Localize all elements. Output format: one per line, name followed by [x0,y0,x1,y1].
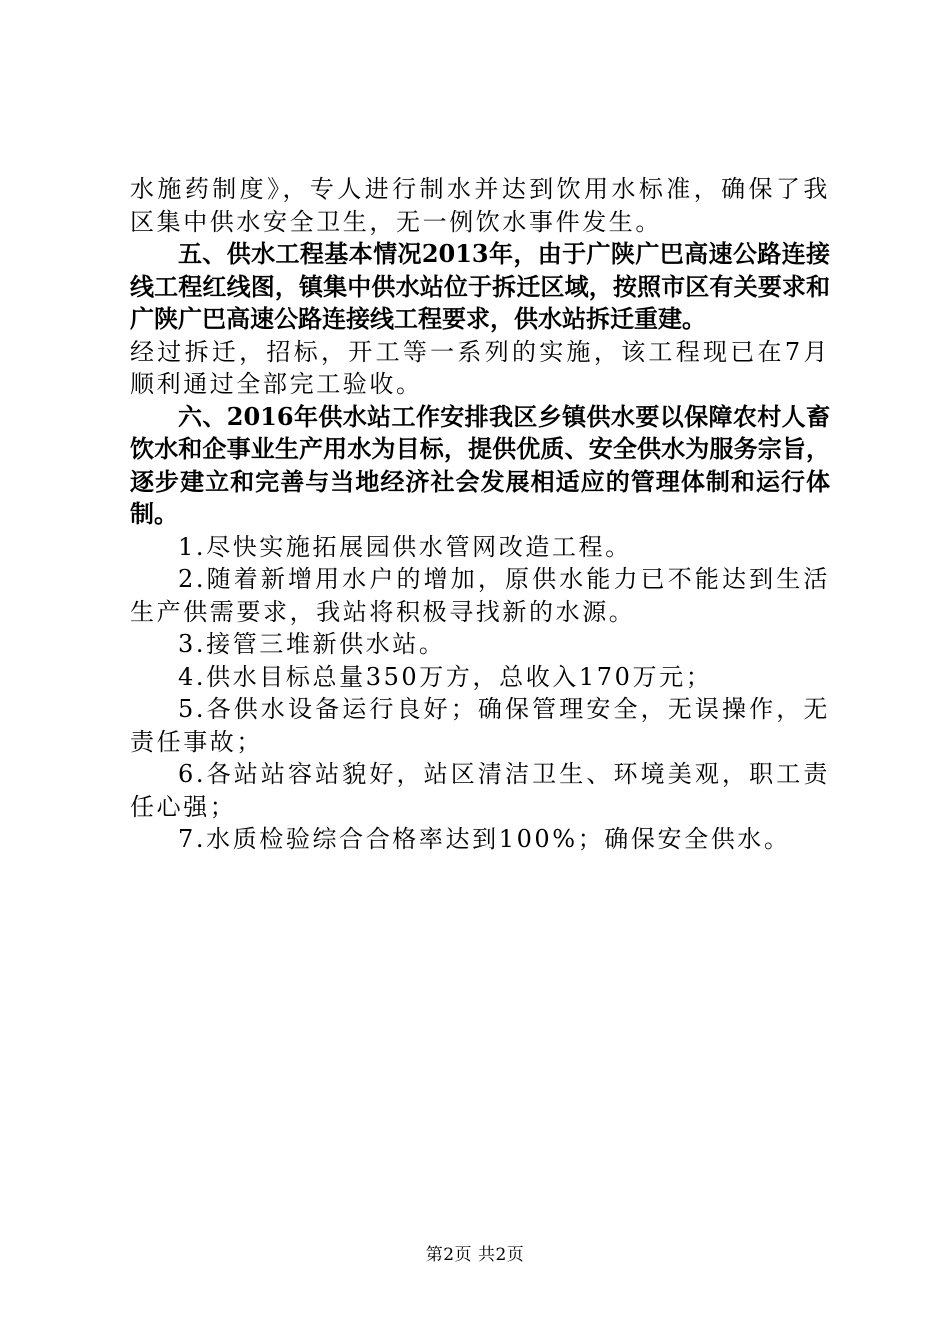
heading-section-six-2016-plan: 六、2016年供水站工作安排我区乡镇供水要以保障农村人畜饮水和企事业生产用水为目标，提供优质、安全供水为服务宗旨，逐步建立和完善与当地经济社会发展相适应的管理体制和运行体制。 [130,401,830,528]
heading-section-five-water-project: 五、供水工程基本情况2013年，由于广陕广巴高速公路连接线工程红线图，镇集中供水站位于拆迁区域，按照市区有关要求和广陕广巴高速公路连接线工程要求，供水站拆迁重建。 [130,239,830,333]
list-item-6: 6.各站站容站貌好，站区清洁卫生、环境美观，职工责任心强； [130,760,830,821]
list-item-4: 4.供水目标总量350万方，总收入170万元； [178,662,713,691]
list-item-7: 7.水质检验综合合格率达到100%；确保安全供水。 [178,825,791,853]
list-item-2: 2.随着新增用水户的增加，原供水能力已不能达到生活生产供需要求，我站将积极寻找新的水源。 [130,565,830,626]
document-body [130,173,830,856]
page-number-footer: 第2页 共2页 [425,1245,525,1265]
list-item-1: 1.尽快实施拓展园供水管网改造工程。 [178,532,632,561]
list-item-3: 3.接管三堆新供水站。 [178,630,446,658]
paragraph-relocation-acceptance: 经过拆迁，招标，开工等一系列的实施，该工程现已在7月顺利通过全部完工验收。 [130,337,830,398]
paragraph-water-treatment-system: 水施药制度》，专人进行制水并达到饮用水标准，确保了我区集中供水安全卫生，无一例饮水事件发生。 [130,175,830,236]
list-item-5: 5.各供水设备运行良好；确保管理安全，无误操作，无责任事故； [130,695,830,756]
